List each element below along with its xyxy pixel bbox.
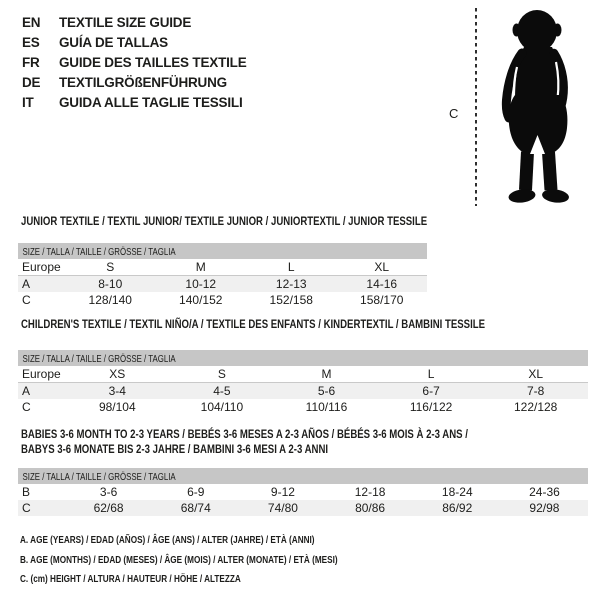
size-header-label: SIZE / TALLA / TAILLE / GRÖSSE / TAGLIA <box>22 246 176 258</box>
table-cell: XS <box>109 367 126 381</box>
size-table <box>18 243 427 308</box>
language-row <box>22 52 247 72</box>
table-cell: 98/104 <box>98 400 136 414</box>
table-cell: 12-18 <box>354 485 386 499</box>
row-label: A <box>22 384 31 398</box>
section-junior-textile <box>0 214 600 308</box>
table-cell: 4-5 <box>213 384 231 398</box>
size-table <box>18 468 588 516</box>
guide-title: GUIDE DES TAILLES TEXTILE <box>59 54 247 70</box>
language-code: EN <box>22 14 41 30</box>
row-label: B <box>22 485 31 499</box>
table-cell: 80/86 <box>355 501 386 515</box>
table-row <box>18 500 588 516</box>
table-cell: S <box>106 260 115 274</box>
table-cell: 104/110 <box>200 400 244 414</box>
table-cell: 74/80 <box>267 501 298 515</box>
table-row <box>18 366 588 383</box>
table-cell: 3-6 <box>99 485 118 499</box>
table-row <box>18 383 588 399</box>
section-title-line: BABIES 3-6 MONTH TO 2-3 YEARS / BEBÉS 3-6 MESES A 2-3 AÑOS / BÉBÉS 3-6 MOIS À 2-3 ANS / <box>21 427 468 441</box>
language-code: IT <box>22 94 34 110</box>
guide-title: TEXTILE SIZE GUIDE <box>59 14 192 30</box>
table-row <box>18 292 427 308</box>
figure-height-label: C <box>449 106 459 121</box>
table-cell: L <box>427 367 435 381</box>
row-label: C <box>22 501 31 515</box>
section-babies-textile <box>0 427 600 516</box>
section-title-line: BABYS 3-6 MONATE BIS 2-3 JAHRE / BAMBINI 3-6 MESI A 2-3 ANNI <box>21 442 329 456</box>
guide-title: GUIDA ALLE TAGLIE TESSILI <box>59 94 243 110</box>
size-table-rows <box>18 366 588 415</box>
language-code: FR <box>22 54 40 70</box>
language-row <box>22 72 247 92</box>
language-code: ES <box>22 34 40 50</box>
guide-title: TEXTILGRÖßENFÜHRUNG <box>59 74 227 90</box>
language-title-list <box>22 12 247 112</box>
size-table-header <box>18 468 588 484</box>
size-table-header <box>18 243 427 259</box>
table-cell: 62/68 <box>93 501 124 515</box>
legend-note-a: A. AGE (YEARS) / EDAD (AÑOS) / ÂGE (ANS) / ALTER (JAHRE) / ETÀ (ANNI) <box>20 534 315 546</box>
row-label: C <box>22 293 31 307</box>
table-cell: 92/98 <box>529 501 560 515</box>
size-header-label: SIZE / TALLA / TAILLE / GRÖSSE / TAGLIA <box>22 471 176 483</box>
table-cell: 128/140 <box>88 293 132 307</box>
table-cell: 7-8 <box>527 384 545 398</box>
table-row <box>18 276 427 292</box>
table-cell: 3-4 <box>108 384 126 398</box>
table-row <box>18 259 427 276</box>
table-cell: 14-16 <box>366 277 398 291</box>
table-cell: 152/158 <box>269 293 313 307</box>
size-table-rows <box>18 484 588 516</box>
language-code: DE <box>22 74 41 90</box>
size-header-label: SIZE / TALLA / TAILLE / GRÖSSE / TAGLIA <box>22 353 176 365</box>
table-cell: 12-13 <box>275 277 307 291</box>
table-cell: 18-24 <box>441 485 473 499</box>
size-table <box>18 350 588 415</box>
guide-title: GUÍA DE TALLAS <box>59 34 168 50</box>
table-cell: 9-12 <box>270 485 295 499</box>
table-cell: 10-12 <box>185 277 217 291</box>
table-cell: 110/116 <box>305 400 348 414</box>
language-row <box>22 92 247 112</box>
section-title <box>21 427 600 457</box>
table-cell: 24-36 <box>529 485 560 499</box>
table-cell: S <box>217 367 226 381</box>
height-measure-line <box>475 8 477 206</box>
table-cell: 122/128 <box>513 400 558 414</box>
table-cell: L <box>287 260 295 274</box>
table-cell: 6-9 <box>187 485 205 499</box>
table-cell: 140/152 <box>179 293 223 307</box>
table-cell: 158/170 <box>360 293 404 307</box>
table-cell: XL <box>374 260 390 274</box>
table-cell: XL <box>528 367 544 381</box>
table-cell: M <box>195 260 206 274</box>
language-row <box>22 12 247 32</box>
section-children-textile <box>0 317 600 415</box>
table-cell: 68/74 <box>180 501 211 515</box>
legend-note-b: B. AGE (MONTHS) / EDAD (MESES) / ÂGE (MOIS) / ALTER (MONATE) / ETÀ (MESI) <box>20 553 338 566</box>
table-row <box>18 484 588 500</box>
table-cell: 86/92 <box>442 501 473 515</box>
language-row <box>22 32 247 52</box>
section-title: CHILDREN'S TEXTILE / TEXTIL NIÑO/A / TEXTILE DES ENFANTS / KINDERTEXTIL / BAMBINI TESSILE <box>21 317 486 331</box>
row-label: Europe <box>22 260 61 274</box>
legend-note-c: C. (cm) HEIGHT / ALTURA / HAUTEUR / HÖHE / ALTEZZA <box>20 573 241 585</box>
table-cell: 8-10 <box>98 277 123 291</box>
table-cell: 5-6 <box>317 384 336 398</box>
table-row <box>18 399 588 415</box>
size-table-rows <box>18 259 427 308</box>
row-label: A <box>22 277 31 291</box>
legend-notes <box>20 531 427 590</box>
table-cell: M <box>321 367 332 381</box>
toddler-silhouette-icon <box>497 7 573 207</box>
row-label: Europe <box>22 367 61 381</box>
size-table-header <box>18 350 588 366</box>
table-cell: 116/122 <box>409 400 453 414</box>
section-title: JUNIOR TEXTILE / TEXTIL JUNIOR/ TEXTILE JUNIOR / JUNIORTEXTIL / JUNIOR TESSILE <box>21 214 428 228</box>
table-cell: 6-7 <box>422 384 440 398</box>
row-label: C <box>22 400 31 414</box>
